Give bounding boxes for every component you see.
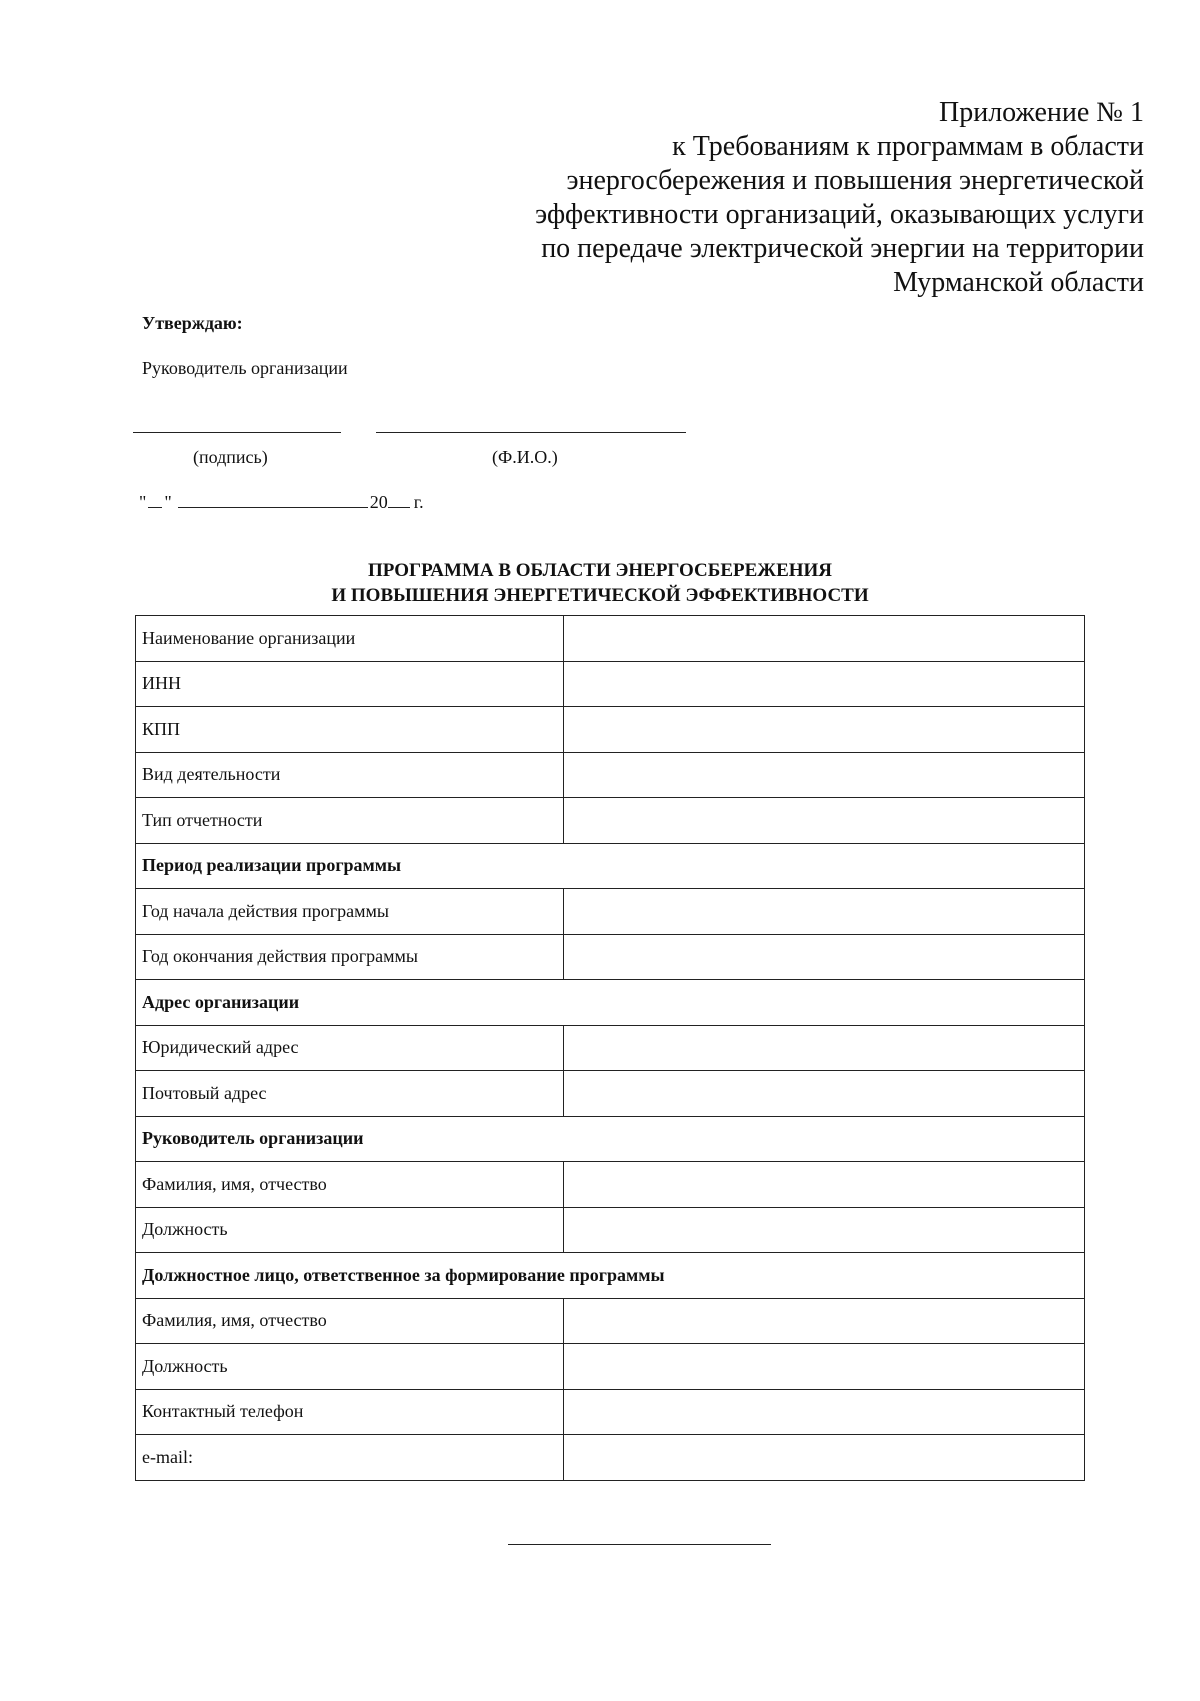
date-year-suffix: г. [413,492,424,512]
approval-date [139,492,424,513]
form-field-row [136,707,1085,753]
form-field-row [136,1025,1085,1071]
program-title-line: ПРОГРАММА В ОБЛАСТИ ЭНЕРГОСБЕРЕЖЕНИЯ [367,560,833,581]
form-field-value[interactable] [564,1071,1085,1117]
appendix-line: энергосбережения и повышения энергетической [566,165,1144,196]
appendix-line: Приложение № 1 [939,97,1144,128]
form-field-row [136,1435,1085,1481]
form-field-row [136,1071,1085,1117]
appendix-line: по передаче электрической энергии на территории [541,233,1144,264]
form-field-row [136,798,1085,844]
form-field-row [136,1389,1085,1435]
form-field-label: Юридический адрес [136,1025,564,1071]
date-year-prefix: 20 [369,492,388,512]
form-section-heading: Адрес организации [136,980,1085,1026]
form-field-label: Должность [136,1344,564,1390]
form-field-value[interactable] [564,1025,1085,1071]
form-field-value[interactable] [564,934,1085,980]
form-field-value[interactable] [564,798,1085,844]
form-field-value[interactable] [564,661,1085,707]
form-field-row [136,889,1085,935]
form-field-value[interactable] [564,1389,1085,1435]
form-field-row [136,1344,1085,1390]
form-field-row [136,934,1085,980]
form-field-value[interactable] [564,889,1085,935]
form-field-value[interactable] [564,1435,1085,1481]
form-field-label: ИНН [136,661,564,707]
form-section-heading: Должностное лицо, ответственное за формирование программы [136,1253,1085,1299]
name-caption: (Ф.И.О.) [492,447,558,467]
form-field-value[interactable] [564,752,1085,798]
form-field-value[interactable] [564,1207,1085,1253]
name-line[interactable] [376,432,686,433]
approval-title: Утверждаю: [142,313,243,333]
form-field-row [136,1298,1085,1344]
form-field-label: Тип отчетности [136,798,564,844]
date-close-quote: " [164,492,172,512]
form-section-row [136,1253,1085,1299]
form-field-label: Год начала действия программы [136,889,564,935]
date-open-quote: " [139,492,147,512]
form-field-value[interactable] [564,1344,1085,1390]
form-field-row [136,1207,1085,1253]
appendix-line: эффективности организаций, оказывающих услуги [535,199,1144,230]
form-field-value[interactable] [564,1298,1085,1344]
appendix-line: Мурманской области [893,267,1144,298]
program-form-table [135,615,1085,1481]
signature-line[interactable] [133,432,341,433]
form-field-label: КПП [136,707,564,753]
date-day-blank[interactable] [148,493,162,508]
program-title-line: И ПОВЫШЕНИЯ ЭНЕРГЕТИЧЕСКОЙ ЭФФЕКТИВНОСТИ [331,585,869,606]
appendix-line: к Требованиям к программам в области [672,131,1144,162]
closing-rule [508,1544,771,1545]
form-field-row [136,1162,1085,1208]
program-title [0,558,1200,608]
form-field-label: Вид деятельности [136,752,564,798]
form-field-value[interactable] [564,1162,1085,1208]
form-field-row [136,616,1085,662]
approval-role: Руководитель организации [142,358,348,378]
form-field-row [136,752,1085,798]
appendix-header [444,96,1144,300]
form-field-value[interactable] [564,616,1085,662]
form-field-label: Наименование организации [136,616,564,662]
form-section-row [136,843,1085,889]
form-field-row [136,661,1085,707]
form-field-value[interactable] [564,707,1085,753]
form-section-row [136,1116,1085,1162]
date-month-blank[interactable] [178,493,368,508]
form-field-label: Фамилия, имя, отчество [136,1298,564,1344]
form-section-heading: Период реализации программы [136,843,1085,889]
form-field-label: e-mail: [136,1435,564,1481]
form-field-label: Фамилия, имя, отчество [136,1162,564,1208]
form-field-label: Почтовый адрес [136,1071,564,1117]
form-field-label: Контактный телефон [136,1389,564,1435]
form-field-label: Должность [136,1207,564,1253]
form-section-heading: Руководитель организации [136,1116,1085,1162]
date-year-blank[interactable] [388,493,410,508]
signature-caption: (подпись) [193,447,268,467]
form-field-label: Год окончания действия программы [136,934,564,980]
form-section-row [136,980,1085,1026]
